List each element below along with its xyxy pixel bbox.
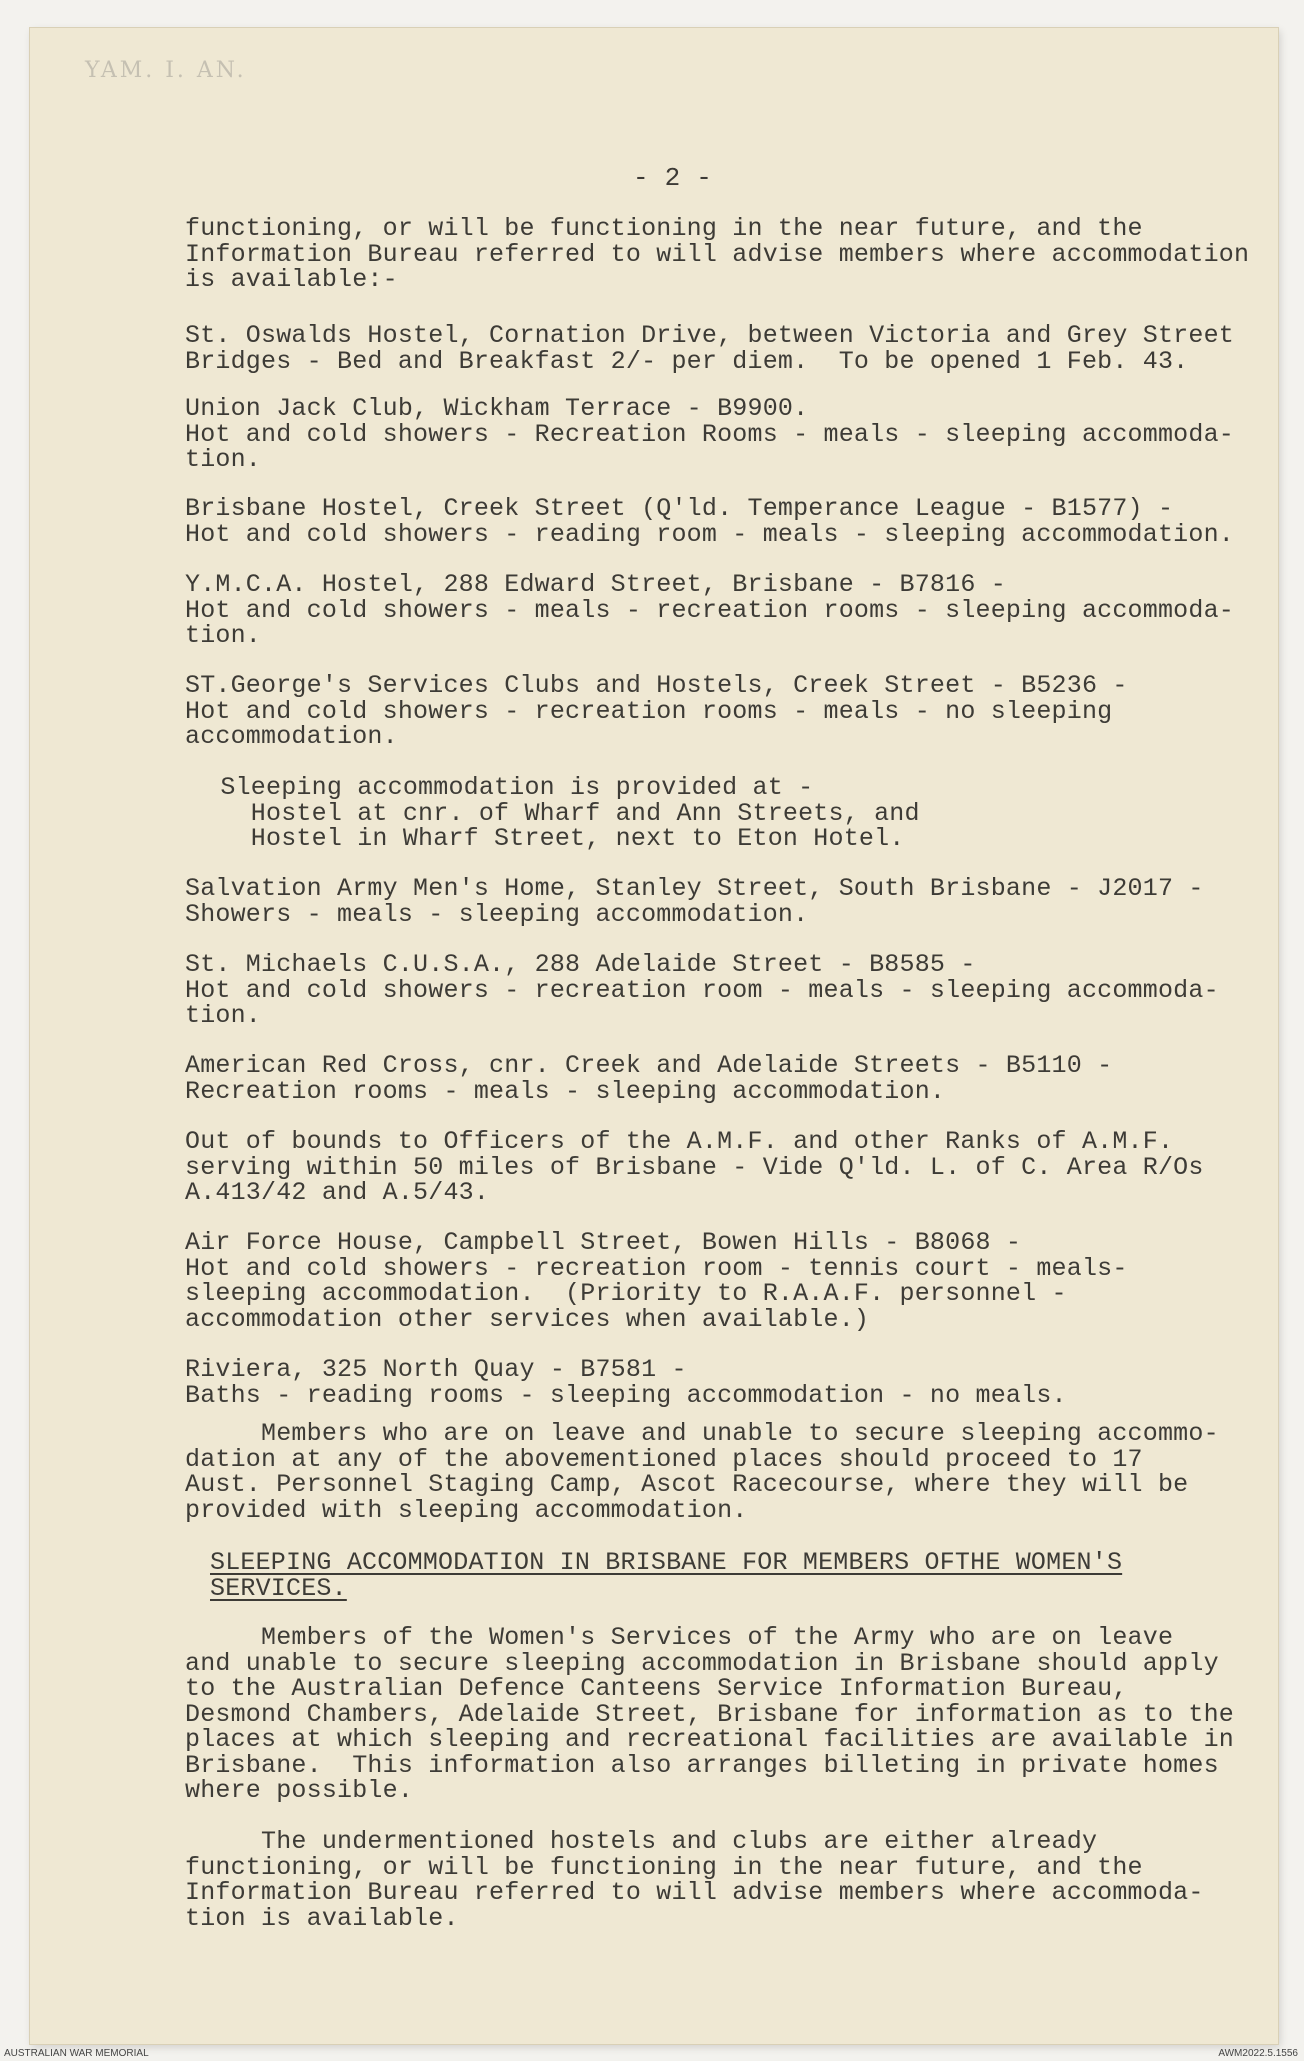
paragraph-air-force-house: Air Force House, Campbell Street, Bowen Hills - B8068 - Hot and cold showers - recreation room - tennis court - meals- sleeping accommodation. (Priority to R.A.A.F. personnel - accommodation other services when available.) xyxy=(185,1228,1128,1334)
section-heading: SLEEPING ACCOMMODATION IN BRISBANE FOR MEMBERS OFTHE WOMEN'S SERVICES. xyxy=(210,1548,1123,1603)
paragraph-st-oswalds-hostel: St. Oswalds Hostel, Cornation Drive, between Victoria and Grey Street Bridges - Bed and Breakfast 2/- per diem. To be opened 1 Feb. 43. xyxy=(185,321,1234,376)
paragraph-st-georges-clubs: ST.George's Services Clubs and Hostels, Creek Street - B5236 - Hot and cold showers - recreation rooms - meals - no sleeping accommodation. xyxy=(185,671,1128,751)
paragraph-ymca-hostel: Y.M.C.A. Hostel, 288 Edward Street, Brisbane - B7816 - Hot and cold showers - meals - recreation rooms - sleeping accommoda- tion. xyxy=(185,570,1234,650)
paragraph-intro-continuation: functioning, or will be functioning in the near future, and the Information Bureau referred to will advise members where accommodation is available:- xyxy=(185,214,1250,294)
document-body xyxy=(30,28,1278,2044)
paragraph-womens-services-bureau: Members of the Women's Services of the Army who are on leave and unable to secure sleeping accommodation in Brisbane should apply to the Australian Defence Canteens Service Information Bureau, Desmond Chambers, Adelaide Street, Brisbane for information as to the places at which sleeping and recreational facilities are available in Brisbane. This information also arranges billeting in private homes where possible. xyxy=(185,1623,1234,1805)
handwritten-reference-note: YAM. I. AN. xyxy=(85,58,247,83)
paragraph-staging-camp: Members who are on leave and unable to secure sleeping accommo- dation at any of the abovementioned places should proceed to 17 Aust. Personnel Staging Camp, Ascot Racecourse, where they will be provided with sleeping accommodation. xyxy=(185,1419,1219,1525)
document-page xyxy=(30,28,1278,2044)
paragraph-union-jack-club: Union Jack Club, Wickham Terrace - B9900. Hot and cold showers - Recreation Rooms - meals - sleeping accommoda- tion. xyxy=(185,394,1234,474)
footer-archive-name: AUSTRALIAN WAR MEMORIAL xyxy=(4,2048,149,2059)
page-number: - 2 - xyxy=(633,163,713,193)
paragraph-out-of-bounds-notice: Out of bounds to Officers of the A.M.F. and other Ranks of A.M.F. serving within 50 miles of Brisbane - Vide Q'ld. L. of C. Area R/Os A.413/42 and A.5/43. xyxy=(185,1127,1204,1207)
paragraph-womens-hostels-clubs: The undermentioned hostels and clubs are either already functioning, or will be functioning in the near future, and the Information Bureau referred to will advise members where accommoda- tion is available. xyxy=(185,1827,1204,1933)
paragraph-salvation-army-home: Salvation Army Men's Home, Stanley Street, South Brisbane - J2017 - Showers - meals - sleeping accommodation. xyxy=(185,874,1204,929)
paragraph-st-michaels-cusa: St. Michaels C.U.S.A., 288 Adelaide Street - B8585 - Hot and cold showers - recreation room - meals - sleeping accommoda- tion. xyxy=(185,950,1219,1030)
paragraph-american-red-cross: American Red Cross, cnr. Creek and Adelaide Streets - B5110 - Recreation rooms - meals - sleeping accommodation. xyxy=(185,1051,1113,1106)
paragraph-riviera: Riviera, 325 North Quay - B7581 - Baths - reading rooms - sleeping accommodation - no meals. xyxy=(185,1355,1067,1410)
paragraph-brisbane-hostel: Brisbane Hostel, Creek Street (Q'ld. Temperance League - B1577) - Hot and cold showers - reading room - meals - sleeping accommodation. xyxy=(185,494,1234,549)
footer-accession-number: AWM2022.5.1556 xyxy=(1218,2048,1298,2059)
paragraph-sleeping-locations: Sleeping accommodation is provided at - Hostel at cnr. of Wharf and Ann Streets, and Hostel in Wharf Street, next to Eton Hotel. xyxy=(220,773,920,853)
